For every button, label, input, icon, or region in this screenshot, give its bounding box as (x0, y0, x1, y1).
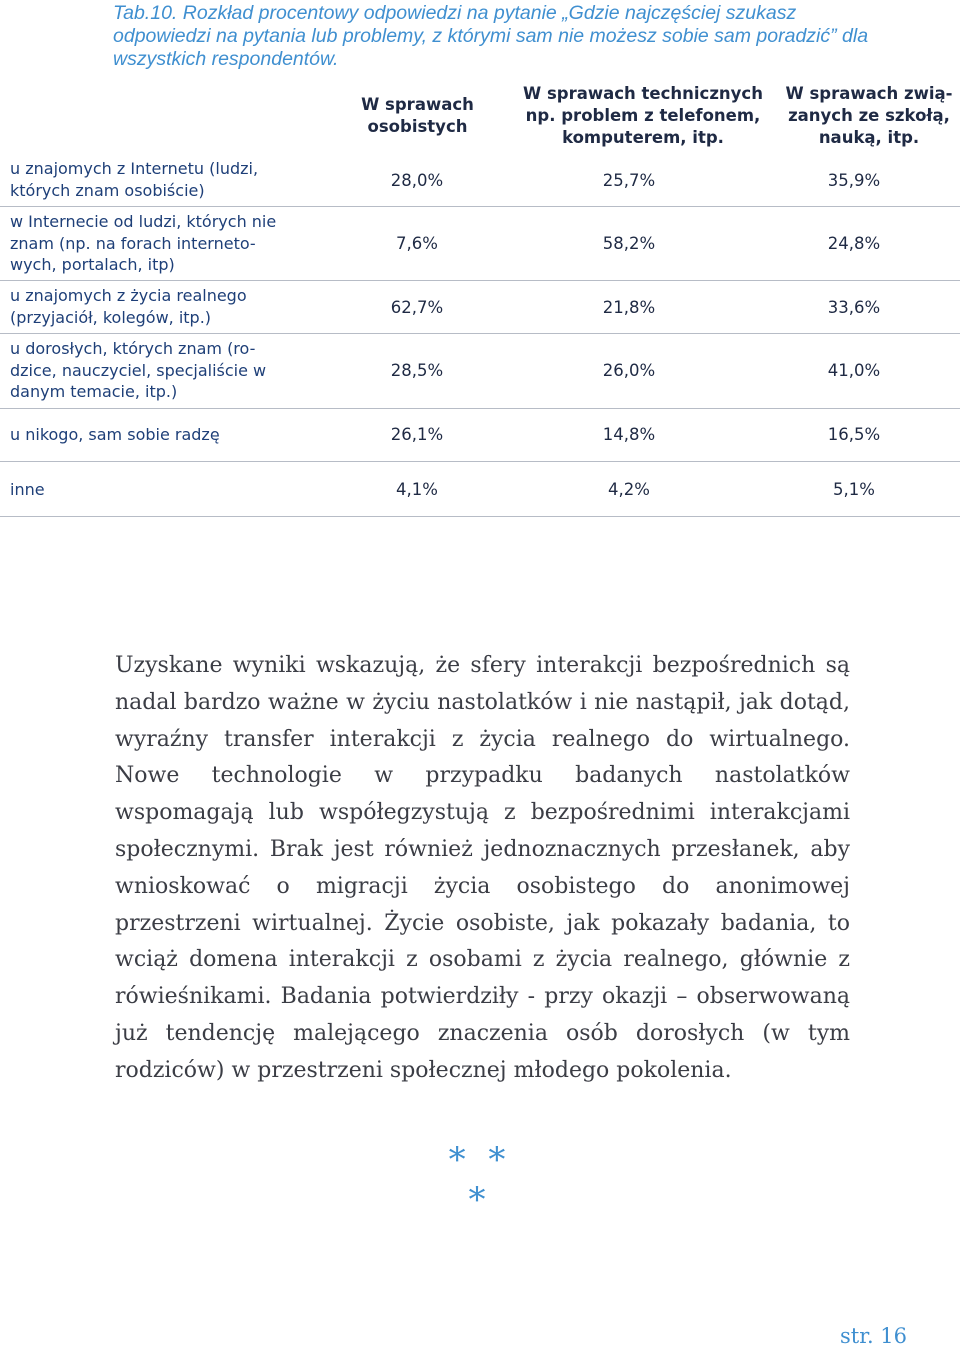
table-cell: 25,7% (602, 171, 656, 190)
table-cell: 41,0% (827, 361, 881, 380)
table-cell: 26,0% (602, 361, 656, 380)
row-label-line: u nikogo, sam sobie radzę (10, 425, 220, 444)
row-label-line: (przyjaciół, kolegów, itp.) (10, 307, 212, 327)
row-label-line: których znam osobiście) (10, 180, 205, 200)
row-label-line: u dorosłych, których znam (ro- (10, 339, 256, 358)
table-cell: 33,6% (827, 298, 881, 317)
row-label-internet-strangers (10, 211, 310, 276)
table-cell: 21,8% (602, 298, 656, 317)
row-label-internet-acquaintances (10, 158, 310, 201)
table-cell: 14,8% (602, 425, 656, 444)
column-header-technical (518, 83, 768, 149)
column-header-personal (345, 94, 490, 138)
header-line: nauką, itp. (818, 128, 920, 147)
row-label-nobody (10, 424, 310, 446)
body-paragraph: Uzyskane wyniki wskazują, że sfery interakcji bezpośrednich są nadal bardzo ważne w życiu nastolatków i nie nastąpił, jak dotąd, wyraźny transfer interakcji z życia realnego do wirtualnego. Nowe technologie w przypadku badanych nastolatków wspomagają lub współegzystują z bezpośrednimi interakcjami społecznymi. Brak jest również jednoznacznych przesłanek, aby wnioskować o migracji życia osobistego do anonimowej przestrzeni wirtualnej. Życie osobiste, jak pokazały badania, to wciąż domena interakcji z osobami z życia realnego, głównie z rówieśnikami. Badania potwierdziły - przy okazji – obserwowaną już tendencję malejącego znaczenia osób dorosłych (w tym rodziców) w przestrzeni społecznej młodego pokolenia. (115, 653, 850, 1083)
table-cell: 28,5% (390, 361, 444, 380)
column-header-school (778, 83, 960, 149)
row-label-line: u znajomych z życia realnego (10, 286, 247, 305)
table-cell: 26,1% (390, 425, 444, 444)
table-cell: 58,2% (602, 234, 656, 253)
table-cell: 62,7% (390, 298, 444, 317)
table-cell: 4,1% (396, 480, 438, 499)
section-separator: * * * (448, 1140, 512, 1220)
row-divider (0, 461, 960, 462)
table-caption (113, 2, 883, 71)
page-number: str. 16 (840, 1324, 908, 1348)
header-line: np. problem z telefonem, (525, 106, 761, 125)
table-cell: 7,6% (396, 234, 438, 253)
table-cell: 28,0% (390, 171, 444, 190)
row-label-other (10, 479, 310, 501)
row-label-line: inne (10, 480, 45, 499)
row-label-line: w Internecie od ludzi, których nie (10, 212, 277, 231)
row-divider (0, 516, 960, 517)
caption-label: Tab.10. (113, 2, 178, 24)
table-cell: 4,2% (608, 480, 650, 499)
row-divider (0, 280, 960, 281)
table-cell: 5,1% (833, 480, 875, 499)
row-label-line: u znajomych z Internetu (ludzi, (10, 159, 259, 178)
table-cell: 24,8% (827, 234, 881, 253)
table-cell: 35,9% (827, 171, 881, 190)
row-label-line: dzice, nauczyciel, specjaliście w (10, 360, 267, 380)
header-line: komputerem, itp. (562, 128, 724, 147)
caption-text: Rozkład procentowy odpowiedzi na pytanie „Gdzie najczęściej szukasz odpowiedzi na pytania lub problemy, z którymi sam nie możesz sobie sam poradzić” dla wszystkich respondentów. (113, 2, 869, 70)
row-label-line: danym temacie, itp.) (10, 382, 178, 401)
header-line: W sprawach zwią- (785, 84, 953, 103)
row-label-real-life-friends (10, 285, 310, 328)
row-divider (0, 408, 960, 409)
table-cell: 16,5% (827, 425, 881, 444)
row-label-line: znam (np. na forach interneto- (10, 233, 256, 253)
row-label-adults (10, 338, 310, 403)
header-line: zanych ze szkołą, (788, 106, 950, 125)
header-line: W sprawach (361, 95, 474, 114)
header-line: osobistych (367, 117, 468, 136)
row-divider (0, 333, 960, 334)
row-label-line: wych, portalach, itp) (10, 255, 175, 274)
row-divider (0, 206, 960, 207)
header-line: W sprawach technicznych (523, 84, 763, 103)
